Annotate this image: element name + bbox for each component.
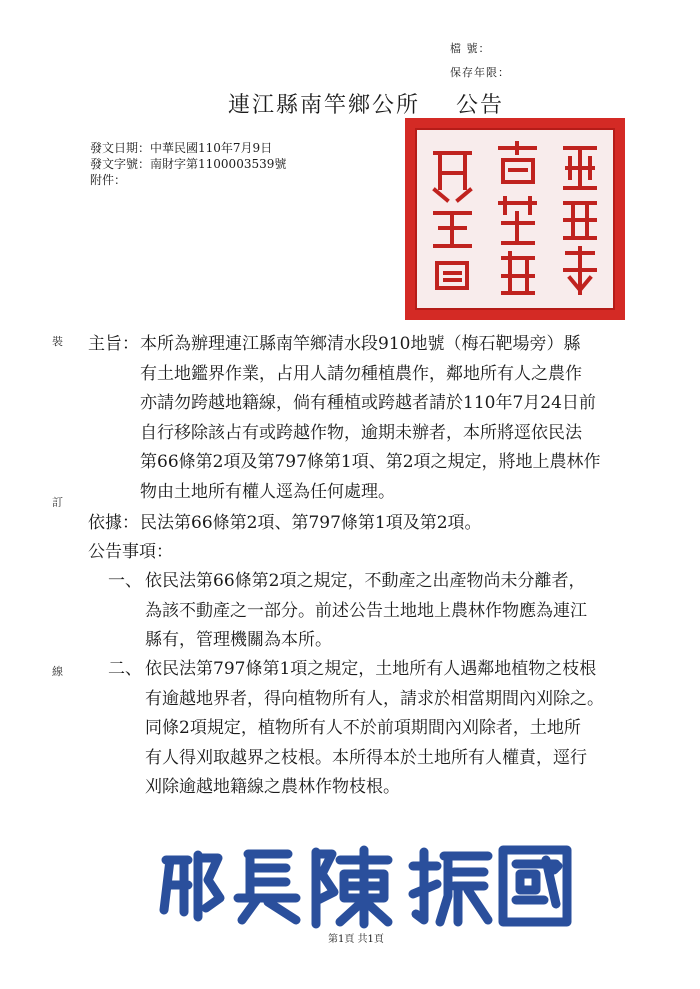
- file-number-label: 檔 號：: [450, 42, 491, 55]
- subject-line: 本所為辦理連江縣南竿鄉清水段910地號（梅石靶場旁）縣: [140, 334, 581, 354]
- item-line: 刈除逾越地籍線之農林作物枝根。: [145, 777, 400, 797]
- item-1-text: [145, 567, 665, 656]
- item-line: 依民法第66條第2項之規定，不動產之出產物尚未分離者，: [145, 571, 586, 591]
- subject-label: 主旨：: [88, 334, 139, 354]
- subject-text: [140, 330, 660, 507]
- official-seal: [405, 118, 625, 320]
- document-title: [228, 88, 504, 119]
- subject-line: 有土地鑑界作業，占用人請勿種植農作，鄰地所有人之農作: [140, 363, 582, 384]
- ref-label: 發文字號：: [90, 157, 151, 171]
- items-label: 公告事項：: [88, 542, 173, 562]
- basis-text: 民法第66條第2項、第797條第1項及第2項。: [140, 513, 482, 533]
- subject-line: 第66條第2項及第797條第1項、第2項之規定，將地上農林作: [140, 452, 601, 472]
- date-label: 發文日期：: [90, 141, 151, 155]
- date-value: 中華民國110年7月9日: [150, 141, 273, 155]
- item-2-text: [145, 655, 665, 803]
- signature-stamp: [158, 840, 578, 930]
- attach-row: [90, 172, 286, 188]
- item-line: 為該不動產之一部分。前述公告土地地上農林作物應為連江: [145, 600, 587, 621]
- date-row: [90, 140, 286, 156]
- binding-mark: 線: [52, 665, 63, 678]
- item-line: 縣有，管理機關為本所。: [145, 630, 332, 650]
- ref-row: [90, 156, 286, 172]
- item-line: 有人得刈取越界之枝根。本所得本於土地所有人權責，逕行: [145, 747, 587, 768]
- subject-line: 物由土地所有權人逕為任何處理。: [140, 481, 395, 502]
- item-number: 一、: [108, 571, 142, 591]
- retention-label: 保存年限：: [450, 66, 510, 79]
- binding-mark: 訂: [52, 496, 63, 509]
- subject-line: 自行移除該占有或跨越作物，逾期未辦者，本所將逕依民法: [140, 422, 582, 443]
- item-number: 二、: [108, 659, 142, 679]
- seal-characters: [415, 128, 615, 310]
- org-name: 連江縣南竿鄉公所: [228, 93, 421, 118]
- meta-block: [90, 140, 286, 188]
- basis-label: 依據：: [88, 513, 139, 533]
- ref-value: 南財字第1100003539號: [150, 157, 287, 171]
- item-line: 有逾越地界者，得向植物所有人，請求於相當期間內刈除之。: [145, 688, 604, 709]
- page-number: 第1頁 共1頁: [328, 934, 384, 945]
- item-line: 依民法第797條第1項之規定，土地所有人遇鄰地植物之枝根: [145, 659, 597, 679]
- subject-line: 亦請勿跨越地籍線，倘有種植或跨越者請於110年7月24日前: [140, 393, 596, 413]
- doc-type: 公告: [456, 93, 505, 118]
- signature-strokes: [158, 840, 578, 930]
- binding-mark: 裝: [52, 335, 63, 348]
- item-line: 同條2項規定，植物所有人不於前項期間內刈除者，土地所: [145, 718, 581, 738]
- attach-label: 附件：: [90, 173, 127, 187]
